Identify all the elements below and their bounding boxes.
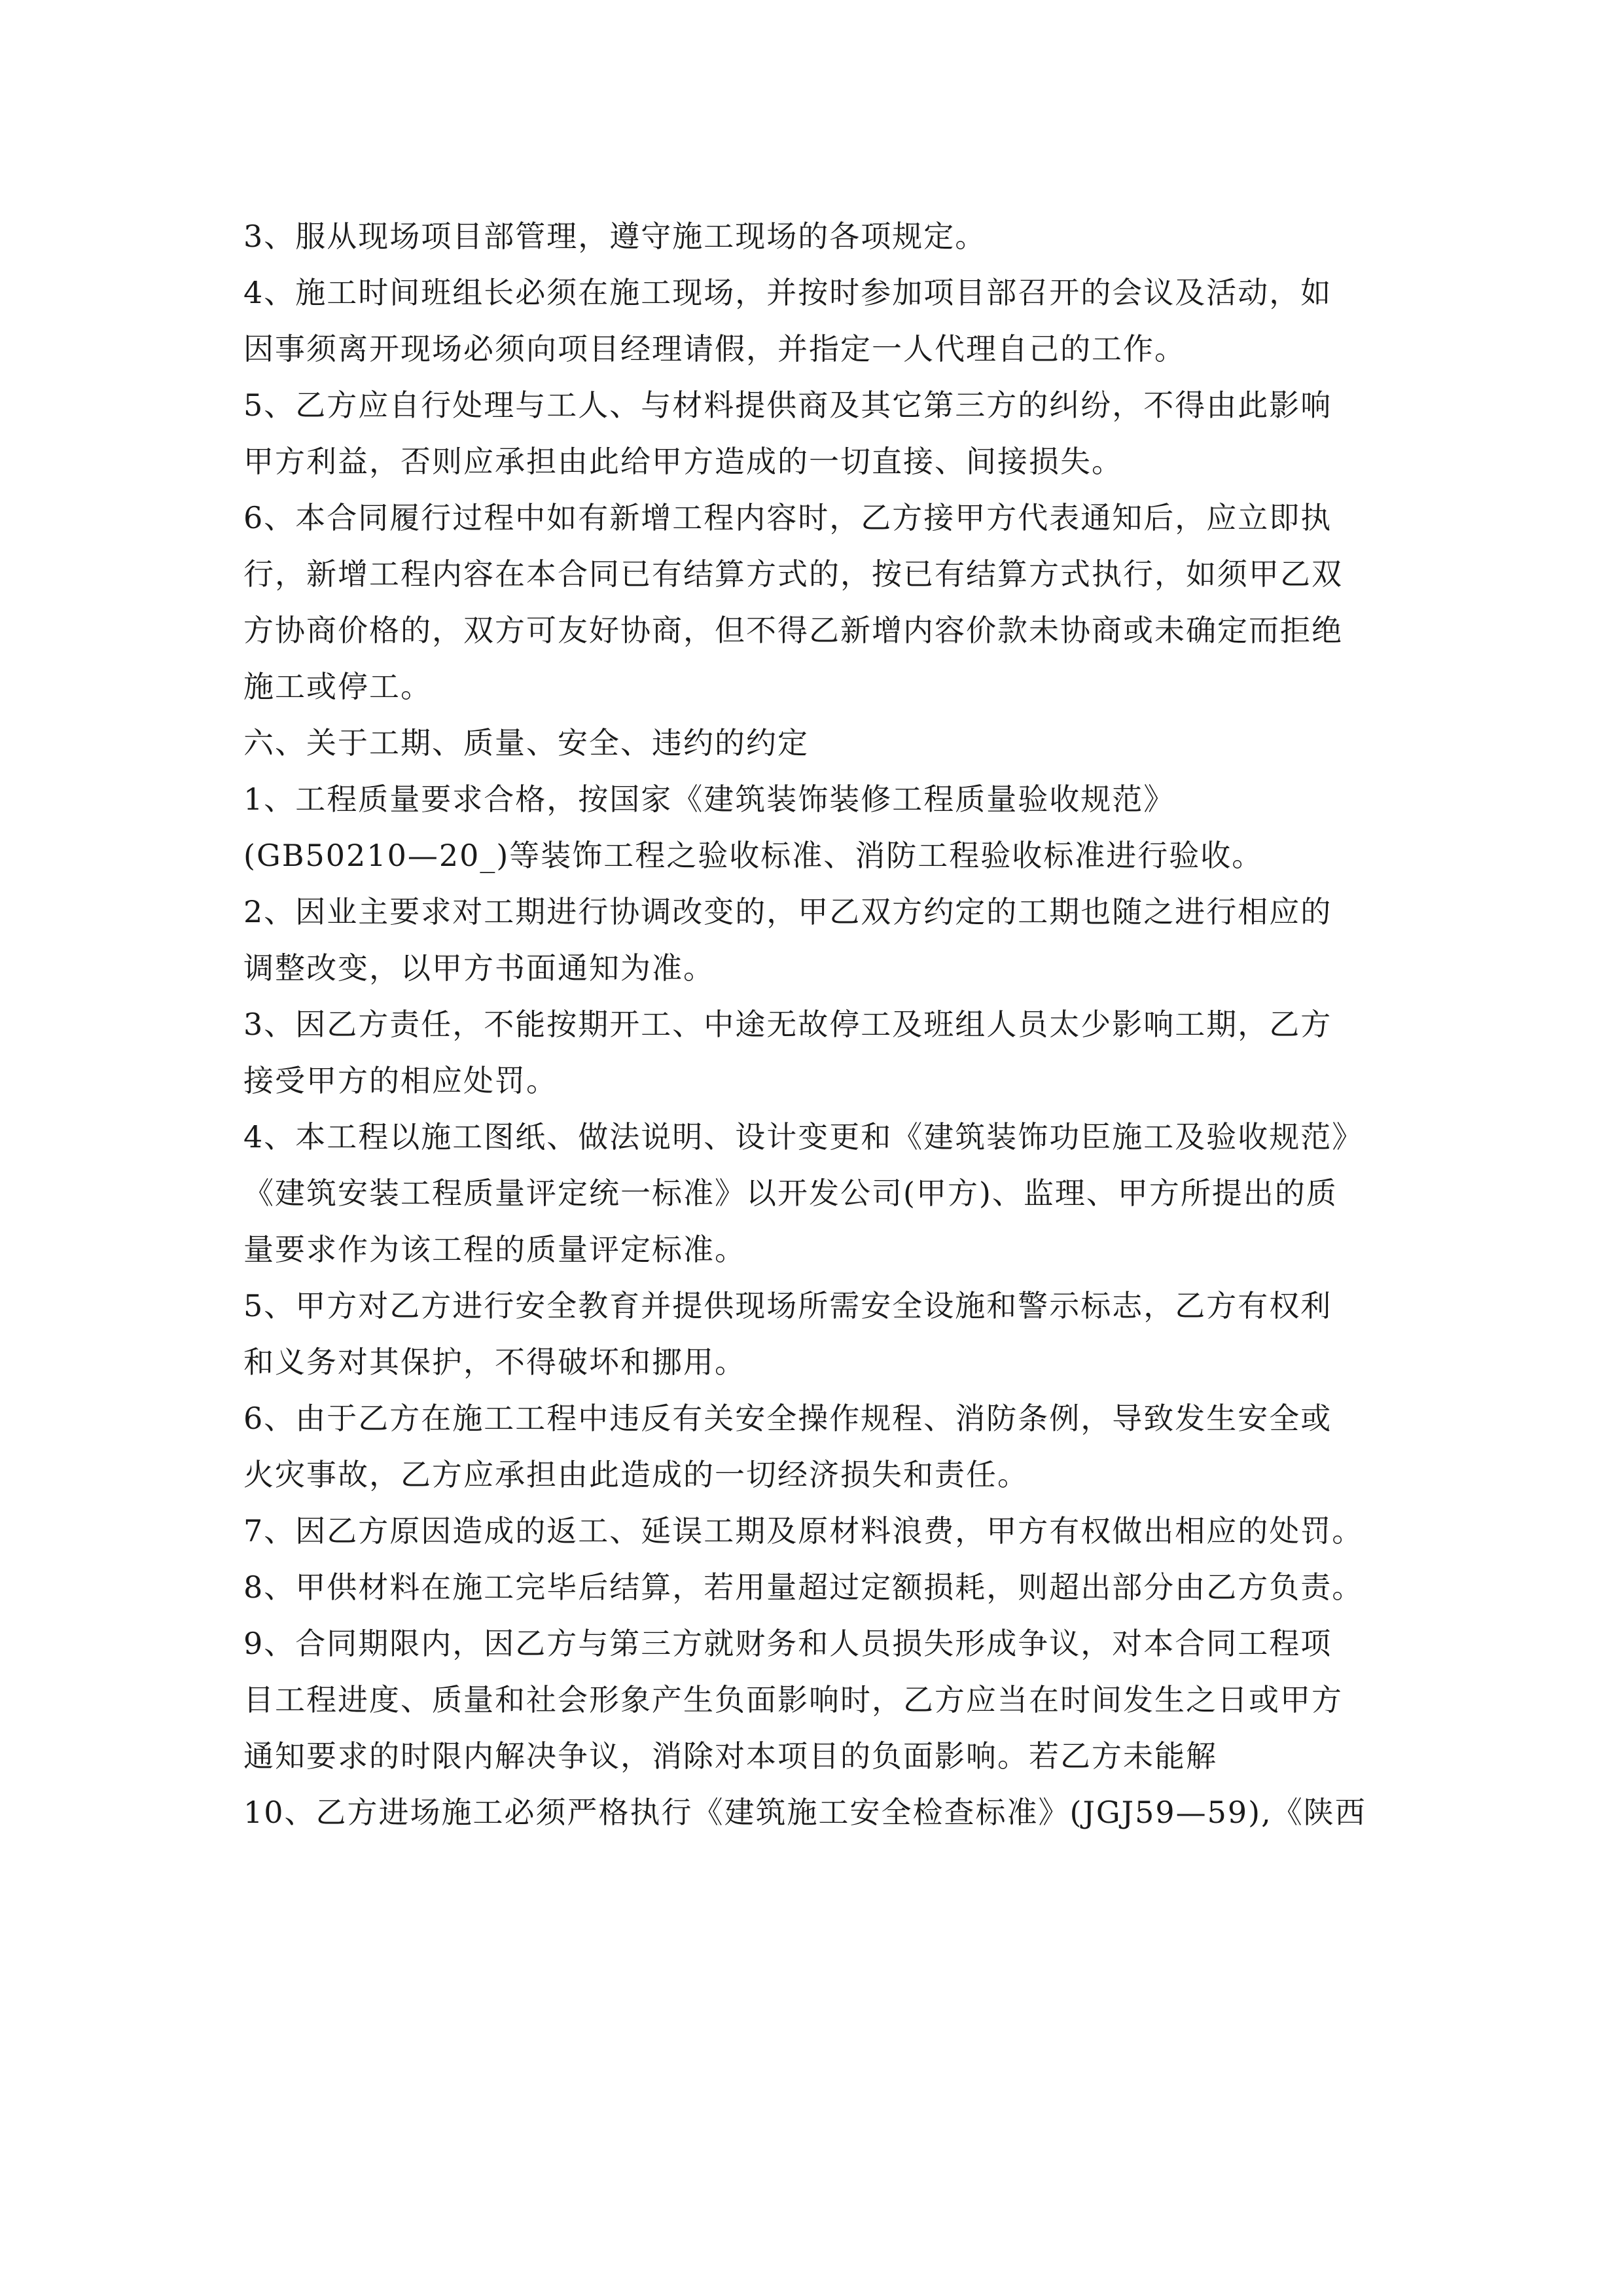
text-line: (GB50210—20_)等装饰工程之验收标准、消防工程验收标准进行验收。 [243, 838, 1264, 873]
paragraph-sec6-item-9-third-party [243, 1615, 1382, 1784]
paragraph-item-6-additional-work [243, 490, 1382, 715]
text-line: 4、本工程以施工图纸、做法说明、设计变更和《建筑装饰功臣施工及验收规范》 [243, 1119, 1364, 1155]
text-line: 目工程进度、质量和社会形象产生负面影响时，乙方应当在时间发生之日或甲方 [243, 1682, 1343, 1717]
paragraph-section-6-heading [243, 715, 1382, 771]
text-line: 调整改变，以甲方书面通知为准。 [243, 950, 715, 986]
text-line: 8、甲供材料在施工完毕后结算，若用量超过定额损耗，则超出部分由乙方负责。 [243, 1570, 1364, 1605]
text-line: 6、由于乙方在施工工程中违反有关安全操作规程、消防条例，导致发生安全或 [243, 1401, 1332, 1436]
paragraph-sec6-item-1-quality [243, 771, 1382, 884]
text-line: 4、施工时间班组长必须在施工现场，并按时参加项目部召开的会议及活动，如 [243, 275, 1332, 310]
text-line: 7、因乙方原因造成的返工、延误工期及原材料浪费，甲方有权做出相应的处罚。 [243, 1513, 1364, 1549]
text-line: 2、因业主要求对工期进行协调改变的，甲乙双方约定的工期也随之进行相应的 [243, 894, 1332, 929]
document-body [243, 208, 1382, 1840]
text-line: 因事须离开现场必须向项目经理请假，并指定一人代理自己的工作。 [243, 331, 1186, 367]
text-line: 施工或停工。 [243, 669, 432, 704]
text-line: 甲方利益，否则应承担由此给甲方造成的一切直接、间接损失。 [243, 444, 1123, 479]
text-line: 通知要求的时限内解决争议，消除对本项目的负面影响。若乙方未能解 [243, 1738, 1217, 1774]
text-line: 《建筑安装工程质量评定统一标准》以开发公司(甲方)、监理、甲方所提出的质 [243, 1175, 1338, 1211]
paragraph-sec6-item-4-quality-standards [243, 1109, 1382, 1278]
paragraph-sec6-item-8-materials [243, 1559, 1382, 1615]
paragraph-item-3-site-management [243, 208, 1382, 264]
text-line: 1、工程质量要求合格，按国家《建筑装饰装修工程质量验收规范》 [243, 781, 1175, 817]
paragraph-sec6-item-5-safety-education [243, 1278, 1382, 1390]
paragraph-sec6-item-10-inspection [243, 1784, 1382, 1840]
text-line: 9、合同期限内，因乙方与第三方就财务和人员损失形成争议，对本合同工程项 [243, 1626, 1332, 1661]
paragraph-sec6-item-2-schedule-change [243, 884, 1382, 996]
text-line: 6、本合同履行过程中如有新增工程内容时，乙方接甲方代表通知后，应立即执 [243, 500, 1332, 535]
text-line: 和义务对其保护，不得破坏和挪用。 [243, 1344, 746, 1380]
text-line: 量要求作为该工程的质量评定标准。 [243, 1232, 746, 1267]
text-line: 10、乙方进场施工必须严格执行《建筑施工安全检查标准》(JGJ59—59),《陕西 [243, 1795, 1366, 1830]
paragraph-sec6-item-3-delay-penalty [243, 996, 1382, 1109]
text-line: 方协商价格的，双方可友好协商，但不得乙新增内容价款未协商或未确定而拒绝 [243, 613, 1343, 648]
text-line: 接受甲方的相应处罚。 [243, 1063, 558, 1098]
text-line: 3、服从现场项目部管理，遵守施工现场的各项规定。 [243, 219, 987, 254]
paragraph-sec6-item-7-rework [243, 1503, 1382, 1559]
paragraph-item-5-disputes [243, 377, 1382, 490]
text-line: 5、乙方应自行处理与工人、与材料提供商及其它第三方的纠纷，不得由此影响 [243, 387, 1332, 423]
paragraph-sec6-item-6-safety-violation [243, 1390, 1382, 1503]
text-line: 3、因乙方责任，不能按期开工、中途无故停工及班组人员太少影响工期，乙方 [243, 1007, 1332, 1042]
text-line: 火灾事故，乙方应承担由此造成的一切经济损失和责任。 [243, 1457, 1029, 1492]
text-line: 行，新增工程内容在本合同已有结算方式的，按已有结算方式执行，如须甲乙双 [243, 556, 1343, 592]
paragraph-item-4-team-leader-presence [243, 264, 1382, 377]
text-line: 5、甲方对乙方进行安全教育并提供现场所需安全设施和警示标志，乙方有权利 [243, 1288, 1332, 1323]
text-line: 六、关于工期、质量、安全、违约的约定 [243, 725, 809, 761]
